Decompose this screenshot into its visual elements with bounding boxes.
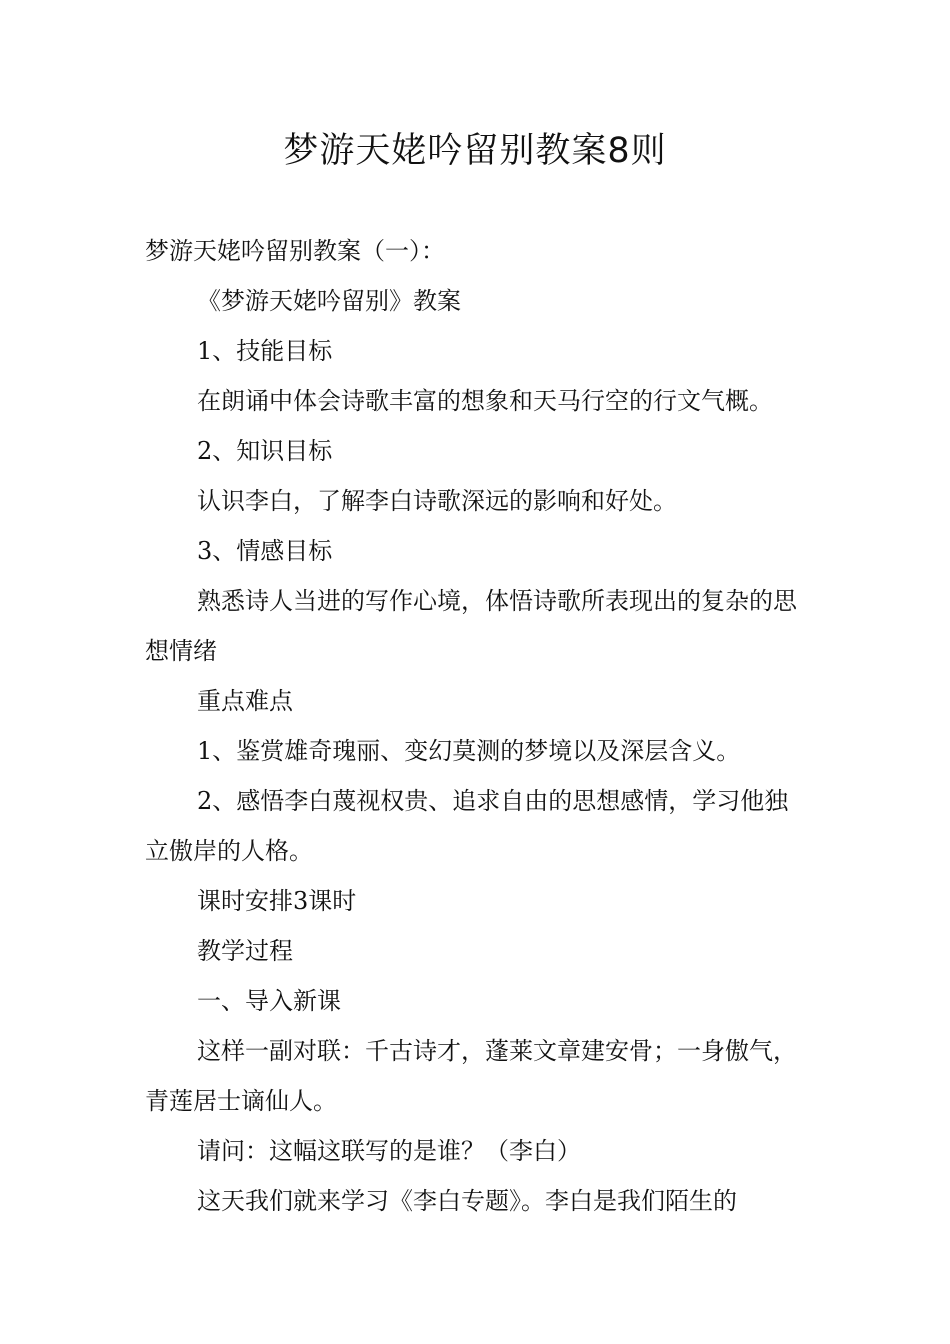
paragraph: 这天我们就来学习《李白专题》。李白是我们陌生的: [197, 1187, 737, 1215]
paragraph: 1、技能目标: [197, 337, 333, 365]
paragraph: 熟悉诗人当进的写作心境，体悟诗歌所表现出的复杂的思想情绪: [145, 587, 797, 665]
paragraph: 3、情感目标: [197, 537, 333, 565]
paragraph: 教学过程: [197, 937, 293, 965]
paragraph: 请问：这幅这联写的是谁？（李白）: [197, 1137, 581, 1165]
paragraph: 《梦游天姥吟留别》教案: [197, 287, 461, 315]
paragraph: 课时安排3课时: [197, 887, 357, 915]
paragraph: 认识李白，了解李白诗歌深远的影响和好处。: [197, 487, 677, 515]
paragraph: 1、鉴赏雄奇瑰丽、变幻莫测的梦境以及深层含义。: [197, 737, 741, 765]
paragraph: 重点难点: [197, 687, 293, 715]
document-title: 梦游天姥吟留别教案8则: [283, 131, 667, 171]
paragraph: 这样一副对联：千古诗才，蓬莱文章建安骨；一身傲气，青莲居士谪仙人。: [145, 1037, 797, 1115]
paragraph: 2、知识目标: [197, 437, 333, 465]
paragraph: 2、感悟李白蔑视权贵、追求自由的思想感情，学习他独立傲岸的人格。: [145, 787, 789, 865]
document-body: [145, 226, 810, 1226]
paragraph: 在朗诵中体会诗歌丰富的想象和天马行空的行文气概。: [197, 387, 773, 415]
section-heading: 梦游天姥吟留别教案（一）：: [145, 237, 445, 265]
paragraph: 一、导入新课: [197, 987, 341, 1015]
